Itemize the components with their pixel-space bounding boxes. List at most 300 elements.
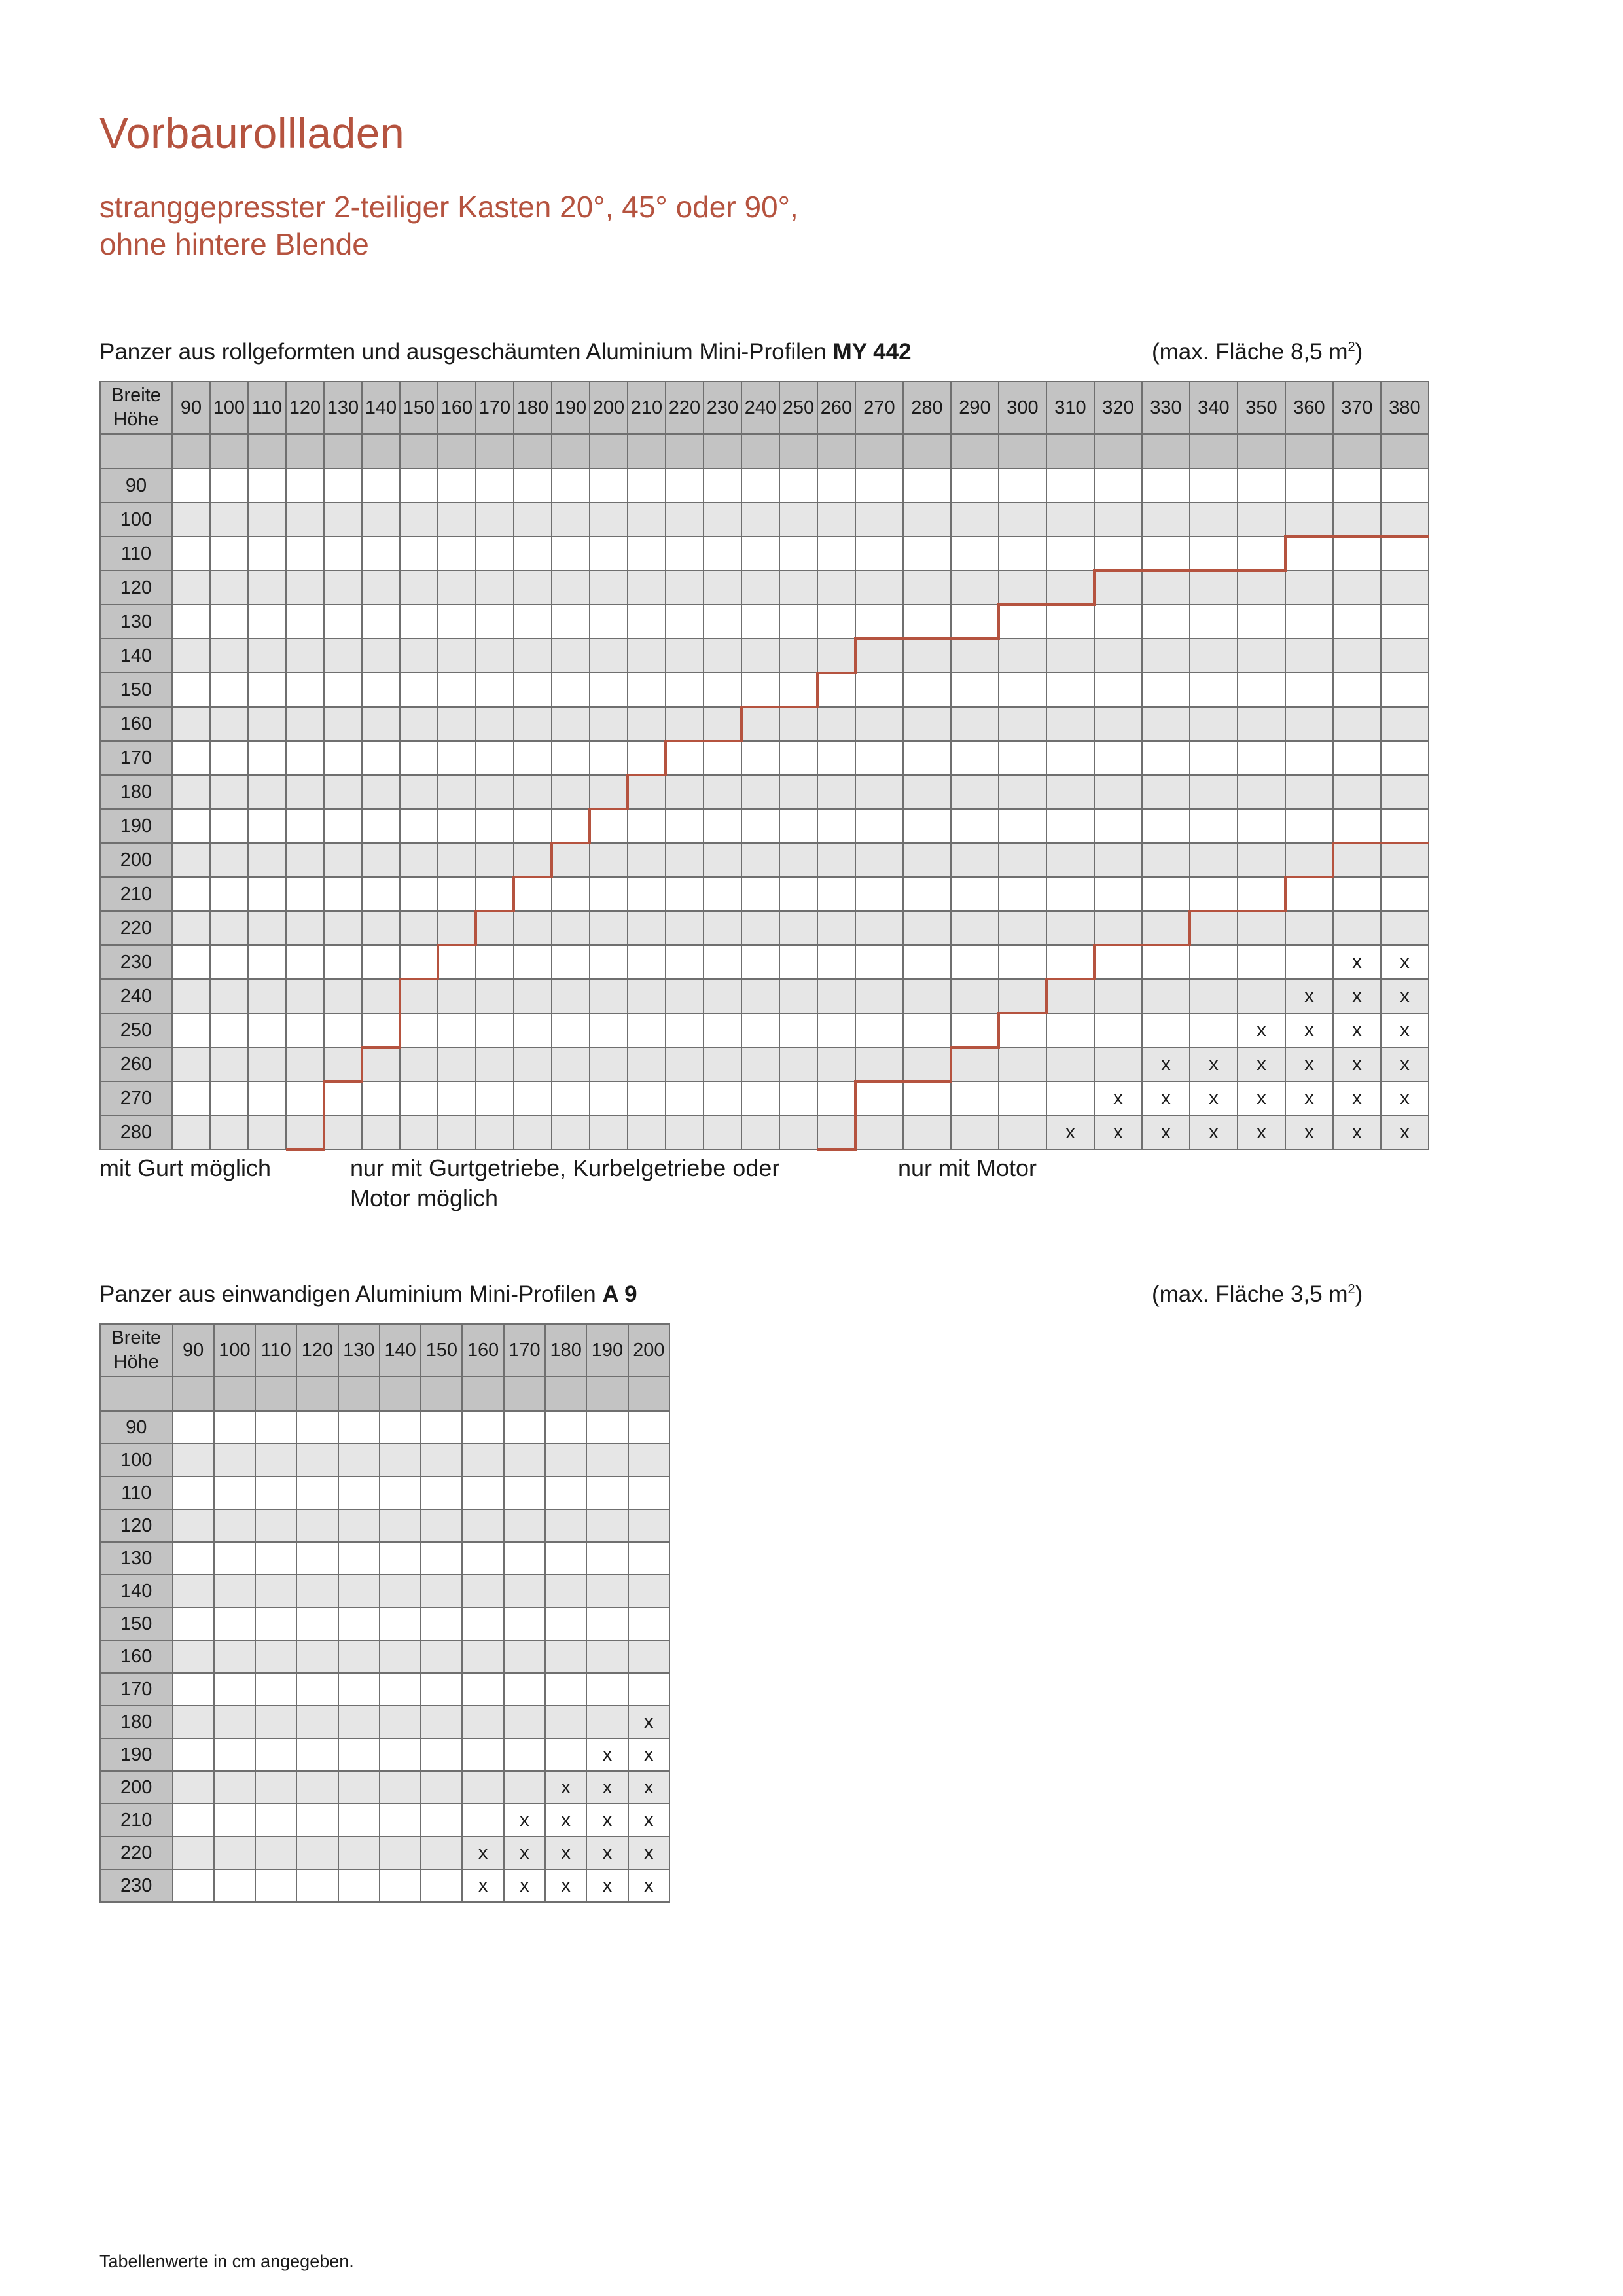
table1-motor-only-mark: x (1238, 1115, 1285, 1149)
table1-width-header: 250 (779, 382, 817, 434)
table1-cell (903, 809, 951, 843)
table1-cell (1142, 1013, 1190, 1047)
table2-motor-only-mark: x (545, 1837, 586, 1869)
table1-cell (779, 673, 817, 707)
table1-cell (741, 537, 779, 571)
table2-motor-only-mark: x (586, 1804, 628, 1837)
table2-cell (628, 1673, 669, 1706)
table1-cell (999, 537, 1046, 571)
table1-height-label: 280 (100, 1115, 172, 1149)
table1-cell (172, 911, 210, 945)
table2-cell (173, 1444, 214, 1477)
table1-cell (1094, 741, 1142, 775)
table1-cell (1190, 605, 1238, 639)
table2-spacer-cell (100, 1376, 173, 1411)
table1-cell (628, 673, 666, 707)
table1-cell (951, 877, 999, 911)
table1-cell (951, 571, 999, 605)
table1-cell (741, 741, 779, 775)
table1-cell (172, 945, 210, 979)
table1-cell (400, 911, 438, 945)
table2-cell (421, 1738, 462, 1771)
table2-cell (380, 1509, 421, 1542)
table1-cell (903, 469, 951, 503)
table2-cell (338, 1509, 380, 1542)
table1-cell (438, 707, 476, 741)
table1-cell (1190, 571, 1238, 605)
table2-motor-only-mark: x (628, 1771, 669, 1804)
table1-cell (741, 877, 779, 911)
table2-cell (338, 1575, 380, 1607)
table1-cell (324, 1013, 362, 1047)
table2-width-header: 140 (380, 1324, 421, 1376)
table2-row (100, 1869, 669, 1902)
table1-cell (552, 911, 590, 945)
table1-cell (628, 1047, 666, 1081)
table1-cell (324, 911, 362, 945)
table1-cell (172, 571, 210, 605)
table2-motor-only-mark: x (504, 1869, 545, 1902)
table1-motor-only-mark: x (1142, 1081, 1190, 1115)
table2-cell (214, 1444, 255, 1477)
table1-cell (1285, 809, 1333, 843)
table1-motor-only-mark: x (1285, 1047, 1333, 1081)
table1-cell (286, 605, 324, 639)
table1-row (100, 843, 1429, 877)
table1-cell (951, 979, 999, 1013)
table1-cell (552, 1115, 590, 1149)
table1-cell (400, 775, 438, 809)
table1-width-header: 160 (438, 382, 476, 434)
table1-cell (1142, 537, 1190, 571)
table2-cell (421, 1706, 462, 1738)
page-title: Vorbaurollladen (99, 109, 405, 157)
table1-cell (286, 707, 324, 741)
table2-row (100, 1673, 669, 1706)
table1-cell (903, 1115, 951, 1149)
table2-cell (296, 1837, 338, 1869)
table1-cell (817, 945, 855, 979)
table1-cell (362, 673, 400, 707)
table1-cell (1381, 809, 1429, 843)
table1-cell (1142, 469, 1190, 503)
table1-cell (817, 503, 855, 537)
table1-cell (1142, 571, 1190, 605)
table1-cell (590, 809, 628, 843)
table2-width-header: 180 (545, 1324, 586, 1376)
table1-cell (628, 571, 666, 605)
table1-cell (1238, 877, 1285, 911)
table2-cell (421, 1804, 462, 1837)
table2-cell (421, 1542, 462, 1575)
table1-cell (248, 741, 286, 775)
table2-row (100, 1738, 669, 1771)
table2-cell (504, 1738, 545, 1771)
table1-spacer-cell (903, 434, 951, 469)
table1-cell (817, 911, 855, 945)
table1-cell (1238, 537, 1285, 571)
table1-cell (1381, 775, 1429, 809)
table2-cell (338, 1411, 380, 1444)
table1-corner-breite: Breite (111, 385, 161, 406)
table1-cell (1046, 945, 1094, 979)
table1-cell (1094, 877, 1142, 911)
table1-max-area-close: ) (1355, 339, 1363, 365)
table1-cell (1333, 469, 1381, 503)
table2-cell (462, 1542, 503, 1575)
table1-cell (817, 979, 855, 1013)
table2-cell (504, 1509, 545, 1542)
table2-motor-only-mark: x (628, 1804, 669, 1837)
table2-motor-only-mark: x (586, 1837, 628, 1869)
table2-cell (296, 1673, 338, 1706)
table1-cell (779, 707, 817, 741)
table1-cell (514, 1013, 552, 1047)
table1-cell (817, 1047, 855, 1081)
table1-cell (1190, 537, 1238, 571)
table2-cell (380, 1804, 421, 1837)
table1-cell (1238, 571, 1285, 605)
table2-cell (586, 1640, 628, 1673)
table1-cell (1381, 877, 1429, 911)
table2-cell (380, 1477, 421, 1509)
table1-width-header: 260 (817, 382, 855, 434)
table1-cell (779, 877, 817, 911)
table1-cell (210, 707, 248, 741)
table1-cell (903, 639, 951, 673)
table2-profile-name: A 9 (602, 1282, 637, 1307)
table1-height-label: 250 (100, 1013, 172, 1047)
table1-corner-header (100, 382, 172, 434)
table1-cell (286, 1013, 324, 1047)
table1-cell (362, 707, 400, 741)
table1-cell (1046, 1047, 1094, 1081)
table1-cell (1381, 673, 1429, 707)
table1-cell (1190, 945, 1238, 979)
table1-cell (779, 469, 817, 503)
table1-cell (590, 1013, 628, 1047)
table2-cell (504, 1771, 545, 1804)
table1-cell (552, 605, 590, 639)
table2-height-label: 110 (100, 1477, 173, 1509)
table1-cell (210, 843, 248, 877)
table1-spacer-cell (476, 434, 514, 469)
table1-cell (1238, 809, 1285, 843)
table1-cell (741, 639, 779, 673)
table1-cell (1190, 775, 1238, 809)
table1-cell (286, 741, 324, 775)
table1-cell (999, 673, 1046, 707)
table1-cell (951, 707, 999, 741)
table1-cell (552, 843, 590, 877)
table1-height-label: 220 (100, 911, 172, 945)
table1-cell (1190, 503, 1238, 537)
table1-cell (286, 911, 324, 945)
table2-cell (380, 1673, 421, 1706)
table1-cell (999, 979, 1046, 1013)
table1-cell (741, 1115, 779, 1149)
table1-row (100, 1013, 1429, 1047)
table1-height-label: 170 (100, 741, 172, 775)
table2-cell (173, 1673, 214, 1706)
table1-cell (514, 945, 552, 979)
table1-motor-only-mark: x (1333, 979, 1381, 1013)
table1-width-header: 180 (514, 382, 552, 434)
table2-cell (462, 1771, 503, 1804)
table2-cell (296, 1411, 338, 1444)
table1-cell (1238, 503, 1285, 537)
table1-cell (1381, 639, 1429, 673)
table1-cell (1285, 571, 1333, 605)
table1-cell (1333, 571, 1381, 605)
table1-cell (362, 775, 400, 809)
table1-row (100, 707, 1429, 741)
table2-cell (255, 1411, 296, 1444)
table1-cell (1142, 945, 1190, 979)
table1-cell (1142, 741, 1190, 775)
table1-cell (514, 809, 552, 843)
table1-row (100, 809, 1429, 843)
table1-cell (1094, 1013, 1142, 1047)
table1-grid (99, 381, 1429, 1150)
table1-cell (779, 945, 817, 979)
table1-motor-only-mark: x (1381, 945, 1429, 979)
table2-cell (380, 1771, 421, 1804)
table1-cell (855, 877, 903, 911)
table1-cell (1046, 843, 1094, 877)
table1-cell (248, 1115, 286, 1149)
table2-cell (214, 1706, 255, 1738)
table2-cell (462, 1575, 503, 1607)
table2-cell (255, 1771, 296, 1804)
table2-cell (173, 1411, 214, 1444)
table1-width-header: 110 (248, 382, 286, 434)
table2-corner-breite: Breite (111, 1327, 162, 1348)
table1-width-header: 220 (666, 382, 704, 434)
table1-cell (286, 537, 324, 571)
table2-cell (421, 1771, 462, 1804)
table2-motor-only-mark: x (628, 1738, 669, 1771)
table1-cell (628, 877, 666, 911)
table1-cell (514, 605, 552, 639)
table1-cell (210, 605, 248, 639)
table1-cell (210, 1013, 248, 1047)
table2-cell (338, 1444, 380, 1477)
table1-cell (1333, 673, 1381, 707)
table1-cell (903, 673, 951, 707)
table1-width-header: 340 (1190, 382, 1238, 434)
table1-cell (324, 503, 362, 537)
table1-cell (476, 979, 514, 1013)
table1-cell (1285, 911, 1333, 945)
table1-height-label: 180 (100, 775, 172, 809)
table1-caption (99, 339, 912, 365)
table1-spacer-cell (817, 434, 855, 469)
table1-cell (248, 809, 286, 843)
table1-spacer-cell (400, 434, 438, 469)
table1-cell (248, 1013, 286, 1047)
table1-spacer-cell (324, 434, 362, 469)
table1-cell (210, 673, 248, 707)
table1-cell (628, 503, 666, 537)
table1-cell (590, 639, 628, 673)
table2-motor-only-mark: x (586, 1869, 628, 1902)
table1-cell (741, 605, 779, 639)
table1-row (100, 639, 1429, 673)
table1-cell (248, 571, 286, 605)
table2-spacer-cell (338, 1376, 380, 1411)
table1-cell (779, 1115, 817, 1149)
table1-cell (1094, 1047, 1142, 1081)
table1-cell (324, 843, 362, 877)
table2-cell (214, 1477, 255, 1509)
table2-grid (99, 1323, 670, 1903)
table2-cell (545, 1607, 586, 1640)
table1-cell (1142, 877, 1190, 911)
table2-cell (214, 1542, 255, 1575)
table1-cell (666, 1115, 704, 1149)
table1-cell (1094, 537, 1142, 571)
table1-cell (1142, 775, 1190, 809)
table1-cell (666, 537, 704, 571)
table1-motor-only-mark: x (1333, 1081, 1381, 1115)
table1-cell (362, 979, 400, 1013)
table1-cell (210, 1115, 248, 1149)
table1-cell (1094, 605, 1142, 639)
table2-motor-only-mark: x (586, 1738, 628, 1771)
table1-cell (817, 639, 855, 673)
table1-cell (704, 1115, 741, 1149)
subtitle-line-2: ohne hintere Blende (99, 227, 369, 261)
table1-cell (1333, 911, 1381, 945)
table2-row (100, 1837, 669, 1869)
table1-cell (400, 639, 438, 673)
table1-cell (590, 503, 628, 537)
table1-cell (1046, 775, 1094, 809)
table1-cell (1142, 605, 1190, 639)
table1-row (100, 605, 1429, 639)
table1-cell (1046, 911, 1094, 945)
table1-height-label: 260 (100, 1047, 172, 1081)
table1-cell (704, 775, 741, 809)
table1-cell (779, 537, 817, 571)
table2-cell (214, 1509, 255, 1542)
table1-cell (286, 503, 324, 537)
table1-width-header: 330 (1142, 382, 1190, 434)
table1-cell (476, 1047, 514, 1081)
table2-cell (173, 1804, 214, 1837)
table2-spacer-cell (628, 1376, 669, 1411)
table1-cell (999, 843, 1046, 877)
table1-cell (248, 877, 286, 911)
table1-cell (248, 707, 286, 741)
table1-cell (666, 707, 704, 741)
table1-cell (855, 911, 903, 945)
table1-motor-only-mark: x (1333, 945, 1381, 979)
table1-spacer-cell (666, 434, 704, 469)
table1-cell (666, 843, 704, 877)
table1-cell (286, 979, 324, 1013)
table1-cell (999, 605, 1046, 639)
table2-cell (255, 1509, 296, 1542)
table1-cell (552, 809, 590, 843)
table1-cell (1094, 843, 1142, 877)
table1-cell (704, 605, 741, 639)
table1-cell (324, 469, 362, 503)
table2-cell (214, 1640, 255, 1673)
table1-row (100, 571, 1429, 605)
table2-cell (586, 1411, 628, 1444)
table2-cell (545, 1706, 586, 1738)
table1-cell (704, 809, 741, 843)
table1-spacer-cell (1381, 434, 1429, 469)
table1-width-header: 380 (1381, 382, 1429, 434)
table2-motor-only-mark: x (545, 1869, 586, 1902)
table1-cell (779, 605, 817, 639)
table1-cell (1333, 877, 1381, 911)
table1-width-header: 290 (951, 382, 999, 434)
table1-cell (1190, 741, 1238, 775)
table1-cell (210, 741, 248, 775)
table1-cell (779, 1081, 817, 1115)
table1-cell (628, 707, 666, 741)
table2-cell (173, 1706, 214, 1738)
table2-cell (462, 1706, 503, 1738)
table1-cell (438, 673, 476, 707)
table1-width-header: 240 (741, 382, 779, 434)
table1-cell (951, 1081, 999, 1115)
table1-cell (1094, 639, 1142, 673)
table1-cell (438, 775, 476, 809)
subtitle-line-1: stranggepresster 2-teiliger Kasten 20°, 45° oder 90°, (99, 190, 798, 224)
legend-getriebe (350, 1153, 779, 1213)
table2-cell (462, 1640, 503, 1673)
table1-cell (628, 1115, 666, 1149)
table1-cell (951, 1013, 999, 1047)
table1-cell (400, 605, 438, 639)
table2-height-label: 140 (100, 1575, 173, 1607)
table2-spacer-cell (173, 1376, 214, 1411)
table1-motor-only-mark: x (1381, 979, 1429, 1013)
table1-cell (817, 673, 855, 707)
table1-cell (1142, 911, 1190, 945)
table1-cell (476, 741, 514, 775)
table2-cell (462, 1509, 503, 1542)
table1-cell (1046, 1081, 1094, 1115)
table1-cell (999, 1115, 1046, 1149)
table2-cell (338, 1706, 380, 1738)
table1-cell (855, 741, 903, 775)
table1-cell (514, 775, 552, 809)
table1-cell (324, 707, 362, 741)
table2-cell (421, 1575, 462, 1607)
table2-cell (380, 1607, 421, 1640)
table1-cell (248, 469, 286, 503)
table1-cell (286, 571, 324, 605)
table1-cell (1142, 707, 1190, 741)
table1-cell (855, 979, 903, 1013)
table1-spacer-cell (100, 434, 172, 469)
table1-cell (476, 707, 514, 741)
table1-cell (999, 775, 1046, 809)
table2-cell (380, 1706, 421, 1738)
table1-cell (590, 707, 628, 741)
table1-cell (1333, 843, 1381, 877)
table1-cell (666, 673, 704, 707)
table1-cell (999, 877, 1046, 911)
table2-height-label: 190 (100, 1738, 173, 1771)
table1-cell (741, 1081, 779, 1115)
